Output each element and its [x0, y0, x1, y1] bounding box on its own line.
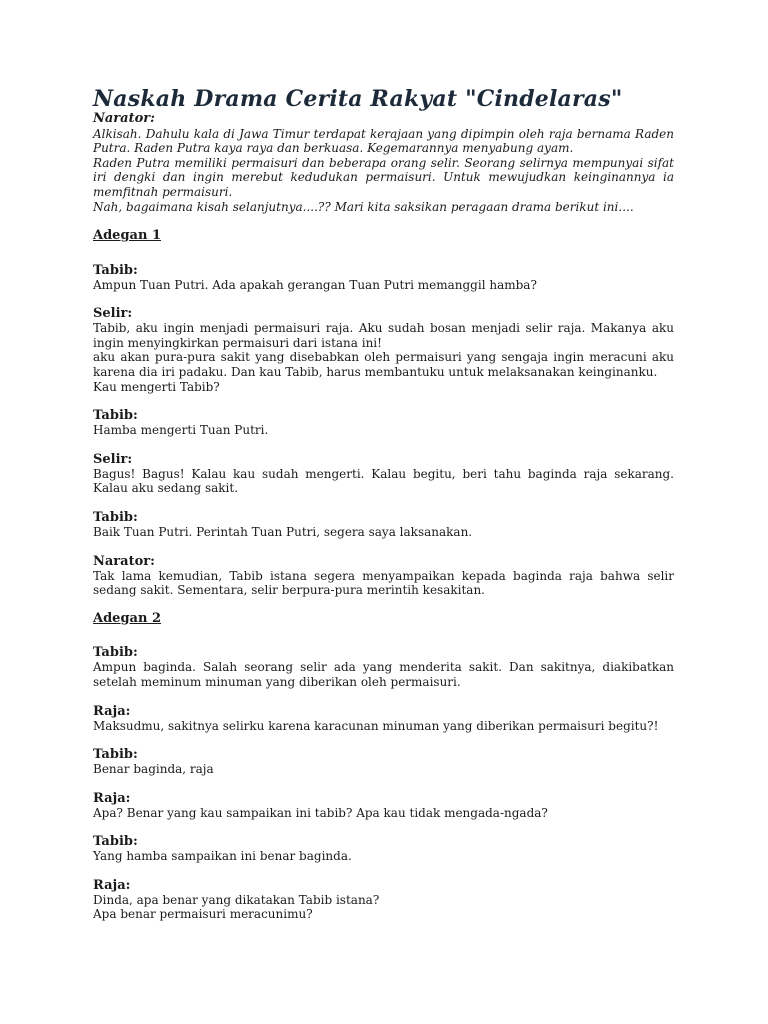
speaker-name: Narator:	[93, 553, 155, 569]
speaker-name: Tabib:	[93, 747, 138, 763]
dialogue-block	[93, 510, 674, 540]
speaker-name: Selir:	[93, 451, 133, 467]
speaker-name: Tabib:	[93, 262, 138, 278]
dialogue-block	[93, 263, 674, 293]
dialogue-text: Hamba mengerti Tuan Putri.	[93, 423, 269, 438]
dialogue-block	[93, 878, 674, 922]
dialogue-block	[93, 791, 674, 821]
dialogue-text: Maksudmu, sakitnya selirku karena karacunan minuman yang diberikan permaisuri begitu?!	[93, 718, 659, 733]
dialogue-block	[93, 834, 674, 864]
scene-heading: Adegan 1	[93, 228, 161, 243]
dialogue-block	[93, 747, 674, 777]
dialogue-text: Ampun baginda. Salah seorang selir ada yang menderita sakit. Dan sakitnya, diakibatkan setelah meminum minuman yang diberikan oleh permaisuri.	[93, 660, 674, 689]
speaker-name: Tabib:	[93, 509, 138, 525]
scene-heading: Adegan 2	[93, 610, 161, 626]
dialogue-text: Dinda, apa benar yang dikatakan Tabib istana?	[93, 892, 380, 907]
dialogue-text: Apa? Benar yang kau sampaikan ini tabib? Apa kau tidak mengada-ngada?	[93, 805, 548, 820]
speaker-name: Raja:	[93, 877, 131, 893]
speaker-name: Selir:	[93, 306, 133, 322]
speaker-name: Raja:	[93, 790, 131, 806]
dialogue-text: Ampun Tuan Putri. Ada apakah gerangan Tuan Putri memanggil hamba?	[93, 277, 537, 292]
speaker-name: Tabib:	[93, 834, 138, 850]
speaker-name: Raja:	[93, 703, 131, 719]
dialogue-text: Yang hamba sampaikan ini benar baginda.	[93, 849, 352, 864]
dialogue-text: Baik Tuan Putri. Perintah Tuan Putri, segera saya laksanakan.	[93, 524, 473, 539]
dialogue-text: aku akan pura-pura sakit yang disebabkan oleh permaisuri yang sengaja ingin meracuni aku karena dia iri padaku. Dan kau Tabib, harus membantuku untuk melaksanakan keinginanku.	[93, 350, 674, 379]
dialogue-block	[93, 554, 674, 598]
intro-section	[93, 112, 674, 214]
dialogue-text: Benar baginda, raja	[93, 762, 214, 777]
dialogue-block	[93, 645, 674, 689]
dialogue-block	[93, 452, 674, 496]
dialogue-text: Tak lama kemudian, Tabib istana segera menyampaikan kepada baginda raja bahwa selir sedang sakit. Sementara, selir berpura-pura merintih kesakitan.	[93, 568, 674, 598]
document-title: Naskah Drama Cerita Rakyat "Cindelaras"	[93, 86, 623, 112]
dialogue-text: Kau mengerti Tabib?	[93, 379, 220, 394]
speaker-name: Tabib:	[93, 408, 138, 424]
dialogue-block	[93, 704, 674, 734]
intro-paragraph: Alkisah. Dahulu kala di Jawa Timur terdapat kerajaan yang dipimpin oleh raja bernama Raden Putra. Raden Putra kaya raya dan berkuasa. Kegemarannya menyabung ayam.	[93, 126, 674, 156]
dialogue-text: Tabib, aku ingin menjadi permaisuri raja. Aku sudah bosan menjadi selir raja. Makanya aku ingin menyingkirkan permaisuri dari istana ini!	[93, 321, 674, 350]
intro-paragraph: Nah, bagaimana kisah selanjutnya....?? Mari kita saksikan peragaan drama berikut ini....	[93, 199, 634, 214]
speaker-name: Tabib:	[93, 645, 138, 661]
intro-speaker: Narator:	[93, 111, 155, 126]
intro-paragraph: Raden Putra memiliki permaisuri dan beberapa orang selir. Seorang selirnya mempunyai sifat iri dengki dan ingin merebut kedudukan permaisuri. Untuk mewujudkan keinginannya ia memfitnah permaisuri.	[93, 155, 674, 199]
dialogue-block	[93, 306, 674, 394]
script-body	[93, 227, 674, 936]
dialogue-block	[93, 408, 674, 438]
dialogue-text: Bagus! Bagus! Kalau kau sudah mengerti. Kalau begitu, beri tahu baginda raja sekarang. Kalau aku sedang sakit.	[93, 466, 674, 496]
dialogue-text: Apa benar permaisuri meracunimu?	[93, 907, 313, 922]
